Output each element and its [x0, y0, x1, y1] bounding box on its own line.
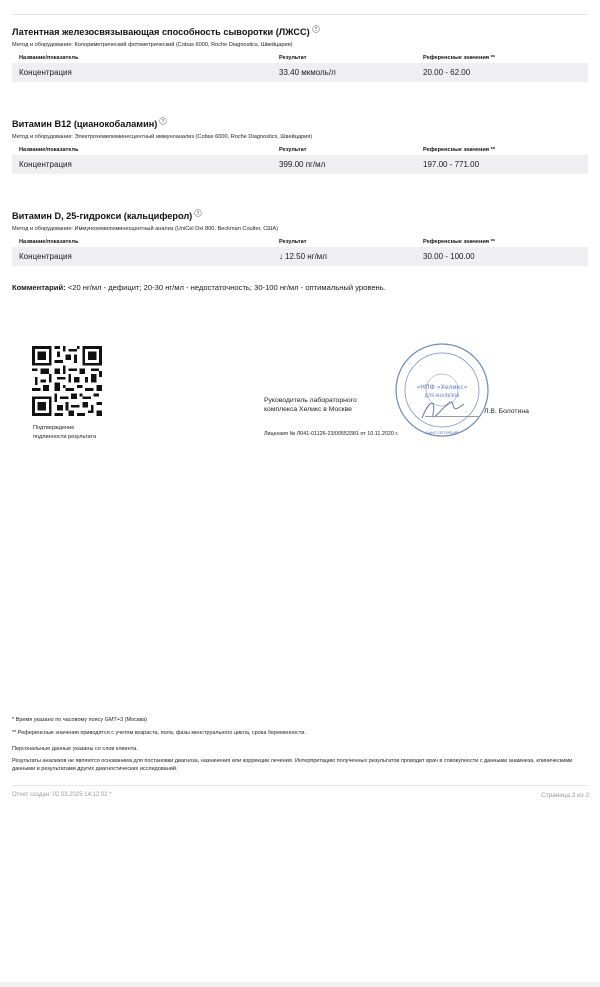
page-number: Страница 2 из 2: [541, 792, 589, 799]
svg-text:?: ?: [161, 118, 165, 125]
header-result: Результат: [279, 238, 307, 245]
help-icon[interactable]: [312, 25, 320, 33]
table-row: [12, 63, 588, 82]
signatory-title: Руководитель лабораторного комплекса Хеликс в Москве: [264, 397, 357, 413]
header-reference: Референсные значения **: [423, 54, 495, 61]
qr-code-icon[interactable]: [32, 346, 102, 416]
header-name: Название/показатель: [19, 54, 79, 61]
test-section-b12: [12, 119, 588, 174]
low-value-arrow-icon: ↓: [279, 252, 283, 261]
header-reference: Референсные значения **: [423, 146, 495, 153]
footnote-reference: ** Референсные значения приводятся с учетом возраста, пола, фазы менструального цикла, срока беременности.: [12, 730, 307, 736]
bottom-strip: [0, 982, 600, 987]
lab-stamp-icon: [392, 340, 492, 440]
svg-text:?: ?: [196, 210, 200, 217]
row-reference: 30.00 - 100.00: [423, 252, 475, 261]
header-name: Название/показатель: [19, 146, 79, 153]
test-section-tibc: [12, 27, 588, 82]
comment-label: Комментарий:: [12, 283, 66, 292]
header-result: Результат: [279, 146, 307, 153]
test-section-vitamin-d: [12, 211, 588, 266]
table-header: [12, 237, 588, 246]
table-header: [12, 53, 588, 62]
signature-line: [425, 416, 480, 417]
footnote-personal-data: Персональные данные указаны со слов клиента.: [12, 746, 138, 752]
header-name: Название/показатель: [19, 238, 79, 245]
method-text: Метод и оборудование: Иммунохемилюминесцентный анализ (UniCel DxI 800, Beckman Coulter, США): [12, 226, 278, 232]
header-reference: Референсные значения **: [423, 238, 495, 245]
svg-text:САНКТ-ПЕТЕРБУРГ: САНКТ-ПЕТЕРБУРГ: [424, 431, 460, 435]
method-text: Метод и оборудование: Колориметрический фотометрический (Cobas 6000, Roche Diagnostics, Швейцария): [12, 42, 293, 48]
help-icon[interactable]: [194, 209, 202, 217]
row-result: 33.40 мкмоль/л: [279, 68, 336, 77]
table-row: [12, 247, 588, 266]
table-header: [12, 145, 588, 154]
footnote-time: * Время указано по часовому поясу GMT+3 (Москва): [12, 717, 148, 723]
signatory-name: Л.В. Болотина: [484, 408, 529, 415]
section-title: Латентная железосвязывающая способность сыворотки (ЛЖСС): [12, 27, 310, 37]
row-name: Концентрация: [19, 160, 72, 169]
help-icon[interactable]: [159, 117, 167, 125]
method-text: Метод и оборудование: Электрохемилюминесцентный иммуноанализ (Cobas 6000, Roche Diagnostics, Швейцария): [12, 134, 313, 140]
top-divider: [12, 14, 588, 15]
footnote-disclaimer: Результаты анализов не являются основанием для постановки диагноза, назначения или коррекции лечения. Интерпретацию полученных результатов проводит врач в совокупности с данными анамнеза, клиническими данными и результатами других диагностических исследований.: [12, 758, 573, 772]
row-reference: 197.00 - 771.00: [423, 160, 480, 169]
qr-caption: Подтверждение подлинности результата: [33, 425, 97, 440]
comment-text: <20 нг/мл - дефицит; 20-30 нг/мл - недостаточность; 30-100 нг/мл - оптимальный уровень.: [65, 283, 386, 292]
section-title: Витамин D, 25-гидрокси (кальциферол): [12, 211, 193, 221]
section-title: Витамин B12 (цианокобаламин): [12, 119, 158, 129]
comment: [12, 283, 386, 292]
row-name: Концентрация: [19, 252, 72, 261]
license-text: Лицензия № Л041-01126-23/00553381 от 10.11.2020 г.: [264, 431, 399, 437]
row-name: Концентрация: [19, 68, 72, 77]
header-result: Результат: [279, 54, 307, 61]
svg-text:ДЛЯ АНАЛИЗОВ: ДЛЯ АНАЛИЗОВ: [424, 393, 460, 398]
row-reference: 20.00 - 62.00: [423, 68, 471, 77]
row-result: 399.00 пг/мл: [279, 160, 326, 169]
table-row: [12, 155, 588, 174]
svg-text:«НПФ «Хеликс»: «НПФ «Хеликс»: [416, 384, 468, 391]
report-created: Отчет создан: 02.03.2025 14:12:02 *: [12, 792, 112, 798]
row-result: 12.50 нг/мл: [285, 252, 327, 261]
footer-divider: [12, 785, 588, 786]
svg-text:?: ?: [314, 26, 318, 33]
